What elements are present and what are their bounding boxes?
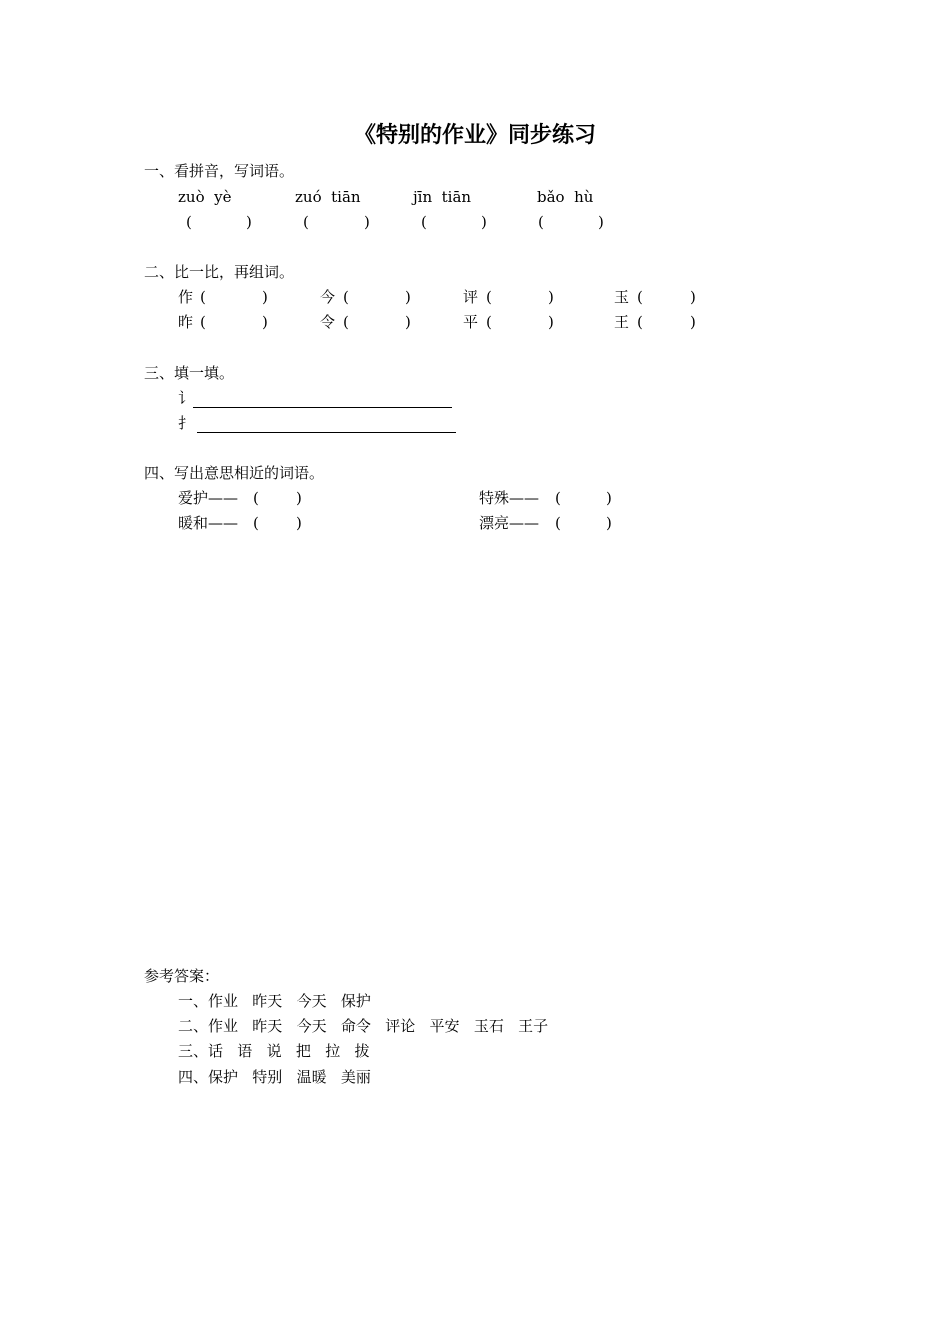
pinyin-4: bǎo hù <box>537 188 594 206</box>
pinyin-3: jīn tiān <box>413 188 472 206</box>
answer-blank-open: ( <box>253 489 259 507</box>
answer-blank-open: ( <box>186 213 192 231</box>
answer-blank-close: ) <box>296 514 302 532</box>
answer-blank-open: ( <box>200 288 206 306</box>
answer-blank-open: ( <box>486 288 492 306</box>
answer-blank-open: ( <box>421 213 427 231</box>
answer-blank-close: ) <box>296 489 302 507</box>
answer-blank-open: ( <box>303 213 309 231</box>
answer-blank-close: ) <box>598 213 604 231</box>
char-3-row-1: 评 <box>463 288 479 306</box>
section-2-heading: 二、比一比，再组词。 <box>144 263 295 281</box>
char-1-row-2: 昨 <box>178 313 194 331</box>
answer-blank-open: ( <box>637 288 643 306</box>
char-1-row-1: 作 <box>178 288 194 306</box>
answer-blank-close: ) <box>548 313 554 331</box>
section-1-heading: 一、看拼音，写词语。 <box>144 162 295 180</box>
char-2-row-1: 今 <box>320 288 336 306</box>
answer-blank-close: ) <box>246 213 252 231</box>
answer-blank-open: ( <box>538 213 544 231</box>
radical-hand: 扌 <box>178 414 194 432</box>
answer-line-1: 一、作业 昨天 今天 保护 <box>178 992 371 1010</box>
answer-blank-close: ) <box>405 313 411 331</box>
synonym-pair-2: 特殊—— <box>479 489 540 507</box>
answer-blank-close: ) <box>262 288 268 306</box>
answer-blank-open: ( <box>253 514 259 532</box>
answers-heading: 参考答案： <box>144 967 220 985</box>
answer-blank-close: ) <box>364 213 370 231</box>
radical-speech: 讠 <box>178 389 194 407</box>
answer-blank-close: ) <box>606 489 612 507</box>
answer-blank-close: ) <box>405 288 411 306</box>
answer-line-4: 四、保护 特别 温暖 美丽 <box>178 1068 371 1086</box>
char-4-row-2: 王 <box>614 313 630 331</box>
synonym-pair-3: 暖和—— <box>178 514 239 532</box>
synonym-pair-4: 漂亮—— <box>479 514 540 532</box>
section-4-heading: 四、写出意思相近的词语。 <box>144 464 325 482</box>
answer-blank-close: ) <box>606 514 612 532</box>
char-4-row-1: 玉 <box>614 288 630 306</box>
answer-blank-close: ) <box>481 213 487 231</box>
answer-blank-open: ( <box>555 514 561 532</box>
answer-blank-close: ) <box>690 288 696 306</box>
char-3-row-2: 平 <box>463 313 479 331</box>
answer-line-3: 三、话 语 说 把 拉 拔 <box>178 1042 370 1060</box>
answer-blank-open: ( <box>555 489 561 507</box>
page-title: 《特别的作业》同步练习 <box>353 123 596 148</box>
answer-blank-close: ) <box>690 313 696 331</box>
answer-blank-open: ( <box>200 313 206 331</box>
answer-line-2: 二、作业 昨天 今天 命令 评论 平安 玉石 王子 <box>178 1017 549 1035</box>
pinyin-2: zuó tiān <box>295 188 361 206</box>
pinyin-1: zuò yè <box>178 188 232 206</box>
answer-blank-open: ( <box>637 313 643 331</box>
answer-blank-open: ( <box>343 288 349 306</box>
answer-blank-close: ) <box>262 313 268 331</box>
fill-line-2 <box>197 432 456 433</box>
answer-blank-open: ( <box>343 313 349 331</box>
synonym-pair-1: 爱护—— <box>178 489 239 507</box>
fill-line-1 <box>193 407 452 408</box>
answer-blank-open: ( <box>486 313 492 331</box>
answer-blank-close: ) <box>548 288 554 306</box>
section-3-heading: 三、填一填。 <box>144 364 235 382</box>
char-2-row-2: 令 <box>320 313 336 331</box>
